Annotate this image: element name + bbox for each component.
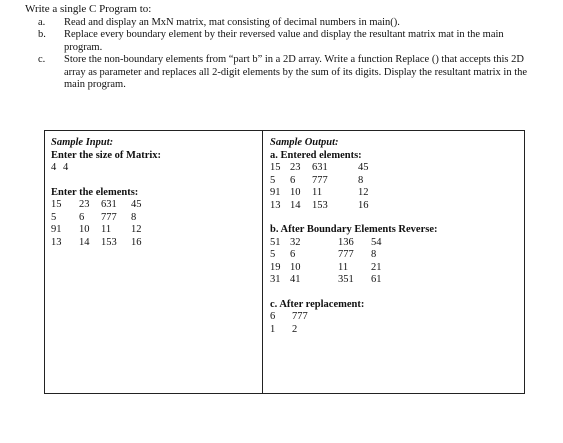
matrix-cell: 6	[290, 174, 296, 186]
matrix-cell: 13	[51, 236, 62, 248]
matrix-cell: 13	[270, 199, 281, 211]
size-value-row	[51, 162, 161, 175]
replaced-matrix	[270, 311, 438, 336]
matrix-row	[270, 237, 438, 250]
matrix-cell: 32	[290, 236, 301, 248]
matrix-row	[270, 324, 438, 337]
matrix-row	[270, 187, 438, 200]
matrix-cell: 5	[270, 174, 276, 186]
matrix-cell: 10	[79, 224, 90, 235]
sample-input-header: Sample Input:	[51, 137, 114, 148]
matrix-row	[51, 212, 161, 225]
matrix-cell: 91	[270, 187, 281, 198]
task-list	[38, 17, 538, 91]
task-text: Store the non-boundary elements from “part b” in a 2D array. Write a function Replace () that accepts this 2D array as parameter and replaces all 2-digit elements by the sum of its digits. Display the resultant matrix in the main program.	[64, 54, 528, 91]
matrix-cell: 631	[101, 199, 117, 210]
elements-label: Enter the elements:	[51, 186, 139, 198]
matrix-cell: 31	[270, 274, 281, 285]
matrix-cell: 351	[338, 274, 354, 285]
size-value: 4	[51, 162, 57, 173]
replacement-label: c. After replacement:	[270, 298, 365, 310]
task-item-b	[38, 29, 538, 54]
matrix-cell: 5	[270, 249, 276, 260]
size-label: Enter the size of Matrix:	[51, 149, 162, 161]
matrix-cell: 12	[131, 224, 142, 235]
matrix-cell: 15	[51, 199, 62, 210]
matrix-cell: 45	[358, 162, 369, 173]
matrix-cell: 8	[358, 174, 364, 186]
matrix-cell: 14	[290, 199, 301, 211]
matrix-cell: 1	[270, 323, 276, 335]
matrix-row	[51, 199, 161, 212]
matrix-cell: 16	[358, 199, 369, 211]
matrix-cell: 777	[312, 174, 328, 186]
input-matrix	[51, 199, 161, 249]
matrix-row	[270, 274, 438, 287]
matrix-cell: 16	[131, 236, 142, 248]
matrix-cell: 51	[270, 236, 281, 248]
matrix-cell: 91	[51, 224, 62, 235]
matrix-row	[51, 224, 161, 237]
matrix-cell: 10	[290, 261, 301, 273]
matrix-cell: 14	[79, 236, 90, 248]
matrix-cell: 5	[51, 211, 57, 223]
sample-table	[44, 130, 525, 394]
matrix-cell: 6	[79, 211, 85, 223]
matrix-cell: 41	[290, 274, 301, 285]
matrix-cell: 19	[270, 261, 281, 273]
matrix-cell: 153	[312, 199, 328, 211]
task-text: Read and display an MxN matrix, mat consisting of decimal numbers in main().	[64, 17, 400, 28]
matrix-cell: 136	[338, 236, 354, 248]
matrix-cell: 8	[131, 211, 137, 223]
matrix-cell: 631	[312, 162, 328, 173]
matrix-cell: 10	[290, 187, 301, 198]
matrix-cell: 777	[338, 249, 354, 260]
matrix-cell: 12	[358, 187, 369, 198]
task-item-c	[38, 54, 538, 91]
matrix-row	[270, 162, 438, 175]
entered-elements-label: a. Entered elements:	[270, 149, 362, 161]
matrix-cell: 153	[101, 236, 117, 248]
matrix-cell: 54	[371, 236, 382, 248]
task-letter: b.	[38, 29, 46, 41]
matrix-cell: 11	[338, 261, 349, 273]
task-letter: a.	[38, 17, 46, 28]
matrix-cell: 61	[371, 274, 382, 285]
matrix-cell: 21	[371, 261, 382, 273]
matrix-cell: 11	[312, 187, 323, 198]
task-letter: c.	[38, 54, 46, 66]
matrix-cell: 777	[292, 311, 308, 322]
matrix-cell: 6	[290, 249, 296, 260]
matrix-row	[270, 311, 438, 324]
task-item-a	[38, 17, 538, 29]
matrix-cell: 6	[270, 311, 276, 322]
matrix-row	[270, 175, 438, 188]
matrix-row	[270, 249, 438, 262]
matrix-row	[270, 262, 438, 275]
matrix-cell: 2	[292, 323, 298, 335]
sample-input-column	[51, 137, 161, 249]
size-value: 4	[63, 162, 69, 173]
sample-output-header: Sample Output:	[270, 137, 339, 148]
matrix-cell: 23	[290, 162, 301, 173]
matrix-row	[270, 200, 438, 213]
matrix-cell: 777	[101, 211, 117, 223]
sample-output-column	[270, 137, 438, 336]
matrix-cell: 11	[101, 224, 112, 235]
column-divider	[262, 131, 263, 393]
matrix-cell: 45	[131, 199, 142, 210]
intro-line: Write a single C Program to:	[25, 3, 152, 15]
task-text: Replace every boundary element by their reversed value and display the resultant matrix mat in the main program.	[64, 29, 504, 53]
matrix-cell: 8	[371, 249, 377, 260]
matrix-cell: 23	[79, 199, 90, 210]
matrix-cell: 15	[270, 162, 281, 173]
entered-matrix	[270, 162, 438, 212]
reversed-matrix	[270, 237, 438, 287]
boundary-reverse-label: b. After Boundary Elements Reverse:	[270, 224, 438, 235]
matrix-row	[51, 237, 161, 250]
